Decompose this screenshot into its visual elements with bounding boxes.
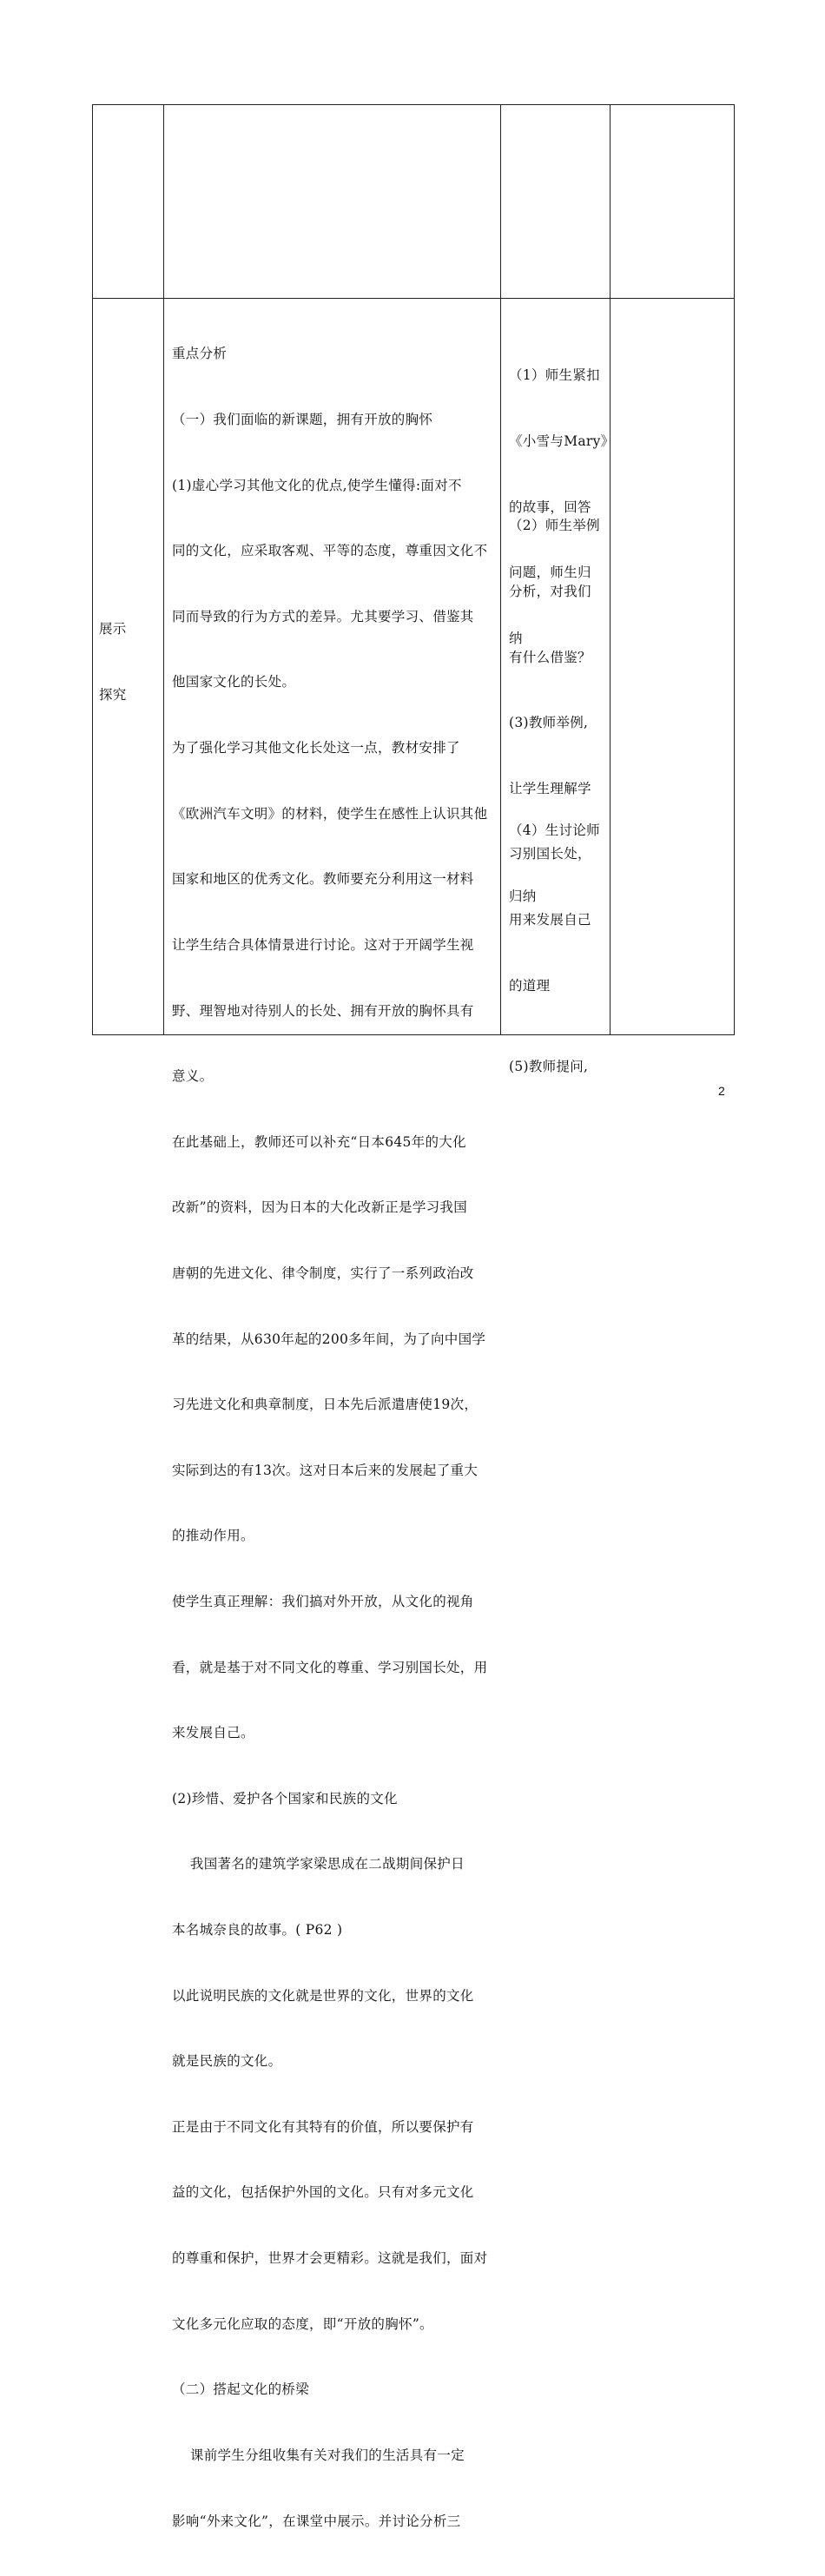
- text-line: 使学生真正理解：我们搞对外开放，从文化的视角: [172, 1593, 474, 1609]
- table-border-right: [734, 104, 735, 1035]
- text-line: 以此说明民族的文化就是世界的文化，世界的文化: [172, 1987, 474, 2004]
- activity-line: （1）师生紧扣: [509, 367, 600, 384]
- section-label: [99, 575, 127, 750]
- text-line: 改新”的资料，因为日本的大化改新正是学习我国: [172, 1199, 468, 1216]
- text-line: 影响“外来文化”，在课堂中展示。并讨论分析三: [172, 2513, 461, 2529]
- row-divider: [92, 298, 735, 299]
- main-content-cell: [172, 300, 487, 2576]
- activity-line: 有什么借鉴？: [509, 649, 591, 665]
- text-line: 《欧洲汽车文明》的材料，使学生在感性上认识其他: [172, 805, 488, 822]
- activity-line: 归纳: [509, 888, 537, 905]
- text-line: 革的结果，从630年起的200多年间，为了向中国学: [172, 1331, 486, 1347]
- text-line: 课前学生分组收集有关对我们的生活具有一定: [172, 2447, 465, 2463]
- section-label-line: 探究: [99, 687, 127, 703]
- column-divider-2: [500, 104, 501, 1035]
- activity-block-3: [509, 776, 600, 952]
- text-line: (1)虚心学习其他文化的优点,使学生懂得:面对不: [172, 477, 462, 493]
- activity-block-2: [509, 472, 600, 1040]
- text-line: 为了强化学习其他文化长处这一点，教材安排了: [172, 740, 460, 756]
- activity-line: (5)教师提问,: [509, 1059, 589, 1075]
- table-border-left: [92, 104, 93, 1035]
- activity-line: 问题，师生归: [509, 565, 591, 581]
- activity-line: 让学生理解学: [509, 780, 591, 796]
- text-line: 文化多元化应取的态度，即“开放的胸怀”。: [172, 2315, 433, 2332]
- text-line: 同而导致的行为方式的差异。尤其要学习、借鉴其: [172, 608, 474, 624]
- text-line: 就是民族的文化。: [172, 2053, 282, 2070]
- activity-block-4: [509, 1013, 588, 1122]
- text-line: 让学生结合具体情景进行讨论。这对于开阔学生视: [172, 936, 474, 953]
- activity-line: 《小雪与Mary》: [509, 433, 615, 450]
- text-line: 益的文化，包括保护外国的文化。只有对多元文化: [172, 2184, 474, 2201]
- activity-line: 纳: [509, 630, 523, 646]
- subheading: （二）搭起文化的桥梁: [172, 2381, 310, 2398]
- text-line: 的推动作用。: [172, 1528, 254, 1544]
- text-line: 在此基础上，教师还可以补充“日本645年的大化: [172, 1133, 466, 1150]
- activity-line: 分析，对我们: [509, 584, 591, 600]
- activity-line: 用来发展自己: [509, 912, 591, 928]
- page-number: 2: [718, 1084, 725, 1098]
- column-divider-1: [163, 104, 164, 1035]
- activity-line: 的道理: [509, 977, 551, 994]
- activity-line: （4）生讨论师: [509, 822, 600, 839]
- text-line: 他国家文化的长处。: [172, 674, 296, 690]
- text-line: 野、理智地对待别人的长处、拥有开放的胸怀具有: [172, 1002, 474, 1019]
- text-line: 意义。: [172, 1068, 214, 1085]
- text-line: (2)珍惜、爱护各个国家和民族的文化: [172, 1790, 398, 1807]
- activity-line: 的故事，回答: [509, 499, 591, 515]
- text-line: 看，就是基于对不同文化的尊重、学习别国长处，用: [172, 1659, 488, 1675]
- text-line: 同的文化，应采取客观、平等的态度，尊重因文化不: [172, 543, 488, 559]
- activity-line: 习别国长处，: [509, 846, 591, 862]
- text-line: 我国著名的建筑学家梁思成在二战期间保护日: [172, 1856, 465, 1873]
- heading: 重点分析: [172, 346, 228, 362]
- text-line: 本名城奈良的故事。( P62 ): [172, 1922, 343, 1939]
- text-line: 正是由于不同文化有其特有的价值，所以要保护有: [172, 2118, 474, 2135]
- text-line: 的尊重和保护，世界才会更精彩。这就是我们，面对: [172, 2250, 488, 2267]
- text-line: 习先进文化和典章制度，日本先后派遣唐使19次，: [172, 1397, 478, 1413]
- section-label-line: 展示: [99, 621, 127, 637]
- subheading: （一）我们面临的新课题，拥有开放的胸怀: [172, 412, 433, 428]
- text-line: 实际到达的有13次。这对日本后来的发展起了重大: [172, 1462, 478, 1478]
- text-line: 唐朝的先进文化、律令制度，实行了一系列政治改: [172, 1265, 474, 1281]
- text-line: 来发展自己。: [172, 1725, 254, 1741]
- activity-line: （2）师生举例: [509, 518, 600, 534]
- text-line: 国家和地区的优秀文化。教师要充分利用这一材料: [172, 871, 474, 888]
- activity-line: (3)教师举例,: [509, 715, 589, 731]
- table-border-top: [92, 104, 735, 105]
